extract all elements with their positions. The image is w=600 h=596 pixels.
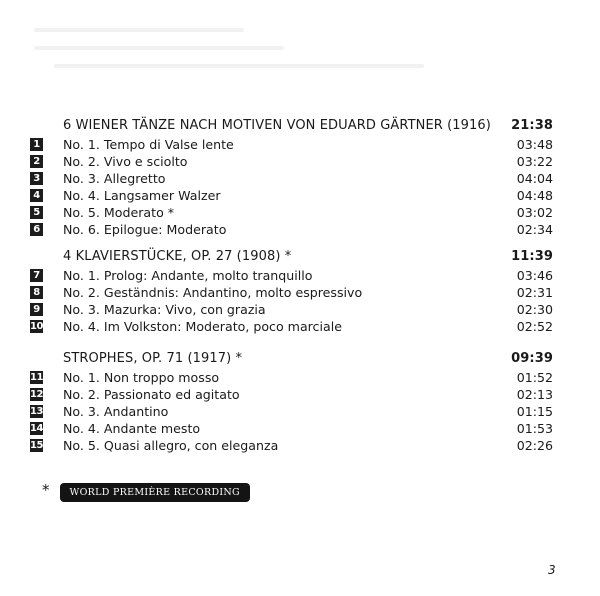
work-heading [63,351,553,369]
track-title: No. 3. Mazurka: Vivo, con grazia [63,302,266,317]
track-number-box: 4 [30,189,43,202]
track-duration: 03:46 [516,268,553,283]
track-title: No. 4. Langsamer Walzer [63,188,221,203]
track-number-box: 7 [30,269,43,282]
track-duration: 02:30 [516,302,553,317]
track-number-box: 10 [30,321,43,332]
track-row [30,267,553,284]
track-title: No. 3. Andantino [63,404,169,419]
footnote-asterisk: * [42,480,50,499]
track-number-box: 5 [30,206,43,219]
work-title: 6 WIENER TÄNZE NACH MOTIVEN VON EDUARD GÄRTNER (1916) [63,118,491,133]
track-row [30,437,553,454]
track-duration: 03:48 [516,137,553,152]
work-section-strophes [30,351,553,454]
show-through-text [34,28,454,108]
track-number-box: 1 [30,138,43,151]
track-title: No. 5. Quasi allegro, con eleganza [63,438,279,453]
track-title: No. 2. Passionato ed agitato [63,387,240,402]
work-title: 4 KLAVIERSTÜCKE, OP. 27 (1908) * [63,249,292,264]
track-title: No. 2. Vivo e sciolto [63,154,188,169]
work-total-duration: 21:38 [511,118,553,133]
track-duration: 03:02 [516,205,553,220]
track-row [30,369,553,386]
track-number-box: 2 [30,155,43,168]
track-duration: 03:22 [516,154,553,169]
page-number: 3 [548,563,556,577]
work-heading [63,249,553,267]
work-total-duration: 09:39 [511,351,553,366]
track-number-box: 13 [30,406,43,417]
track-row [30,318,553,335]
track-row [30,284,553,301]
track-row [30,153,553,170]
track-title: No. 5. Moderato * [63,205,175,220]
track-duration: 04:04 [516,171,553,186]
track-row [30,301,553,318]
work-title: STROPHES, OP. 71 (1917) * [63,351,243,366]
track-duration: 02:13 [516,387,553,402]
track-row [30,136,553,153]
track-number-box: 9 [30,303,43,316]
track-title: No. 1. Prolog: Andante, molto tranquillo [63,268,313,283]
work-total-duration: 11:39 [511,249,553,264]
track-duration: 02:34 [516,222,553,237]
track-duration: 02:52 [516,319,553,334]
track-title: No. 1. Non troppo mosso [63,370,220,385]
track-duration: 01:53 [516,421,553,436]
track-number-box: 12 [30,389,43,400]
track-row [30,403,553,420]
track-row [30,386,553,403]
track-number-box: 8 [30,286,43,299]
track-row [30,170,553,187]
work-section-wiener-taenze [30,118,553,238]
track-number-box: 14 [30,423,43,434]
track-title: No. 3. Allegretto [63,171,166,186]
track-row [30,204,553,221]
track-title: No. 1. Tempo di Valse lente [63,137,234,152]
track-title: No. 2. Geständnis: Andantino, molto espressivo [63,285,363,300]
track-duration: 04:48 [516,188,553,203]
track-title: No. 4. Im Volkston: Moderato, poco marciale [63,319,342,334]
track-number-box: 15 [30,440,43,451]
work-heading [63,118,553,136]
track-duration: 02:31 [516,285,553,300]
track-duration: 02:26 [516,438,553,453]
track-title: No. 4. Andante mesto [63,421,201,436]
track-number-box: 3 [30,172,43,185]
track-title: No. 6. Epilogue: Moderato [63,222,227,237]
track-number-box: 6 [30,223,43,236]
track-row [30,420,553,437]
footnote [42,480,250,502]
track-duration: 01:15 [516,404,553,419]
track-number-box: 11 [30,372,43,383]
track-row [30,221,553,238]
track-duration: 01:52 [516,370,553,385]
track-row [30,187,553,204]
work-section-klavierstuecke [30,249,553,335]
world-premiere-badge: WORLD PREMIÈRE RECORDING [60,483,250,502]
